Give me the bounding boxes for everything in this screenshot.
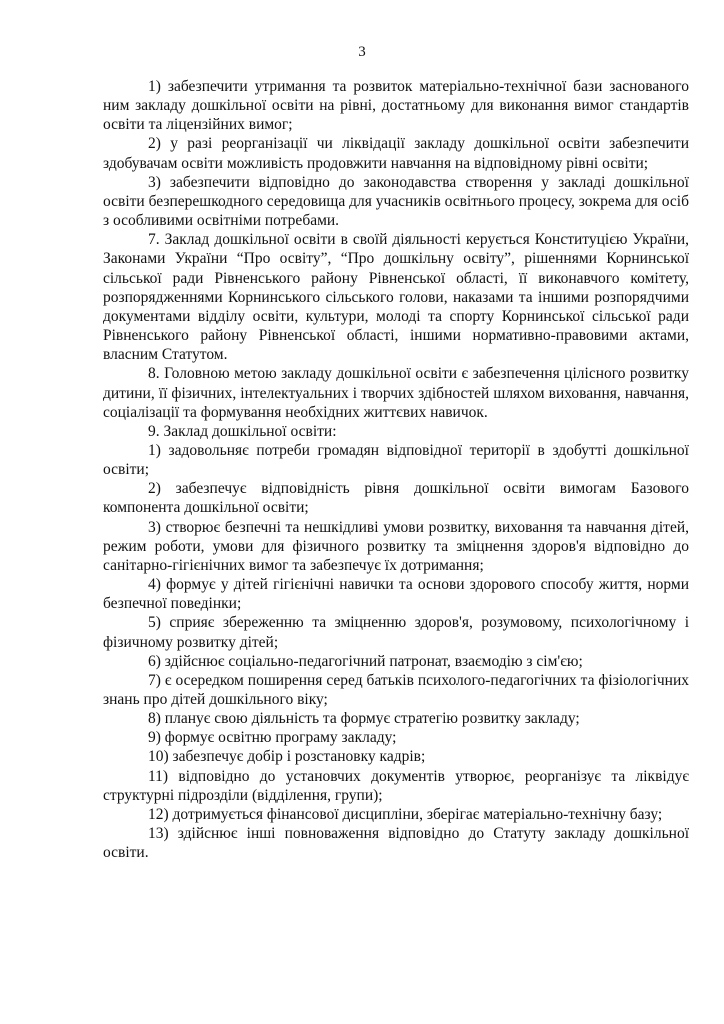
paragraph-obligation-2: 2) у разі реорганізації чи ліквідації закладу дошкільної освіти забезпечити здобувачам освіти можливість продовжити навчання на відповідному рівні освіти; (103, 135, 689, 172)
list-item-9-3: 3) створює безпечні та нешкідливі умови розвитку, виховання та навчання дітей, режим роботи, умови для фізичного розвитку та зміцнення здоров'я відповідно до санітарно-гігієнічних вимог та забезпечує їх дотримання; (103, 518, 689, 574)
paragraph-section-8: 8. Головною метою закладу дошкільної освіти є забезпечення цілісного розвитку дитини, її фізичних, інтелектуальних і творчих здібностей шляхом виховання, навчання, соціалізації та формування необхідних життєвих навичок. (103, 365, 689, 421)
list-item-9-6: 6) здійснює соціально-педагогічний патронат, взаємодію з сім'єю; (148, 652, 583, 670)
list-item-9-5: 5) сприяє збереженню та зміцненню здоров'я, розумовому, психологічному і фізичному розвитку дітей; (103, 614, 689, 651)
list-item-9-4: 4) формує у дітей гігієнічні навички та основи здорового способу життя, норми безпечної поведінки; (103, 576, 689, 613)
page-number: 3 (358, 44, 366, 60)
document-body (103, 77, 689, 862)
list-item-9-10: 10) забезпечує добір і розстановку кадрів; (148, 748, 426, 766)
list-item-9-1: 1) задовольняє потреби громадян відповідної території в здобутті дошкільної освіти; (103, 441, 689, 479)
list-item-9-12: 12) дотримується фінансової дисципліни, зберігає матеріально-технічну базу; (148, 805, 663, 823)
paragraph-section-9-heading: 9. Заклад дошкільної освіти: (148, 422, 337, 440)
list-item-9-7: 7) є осередком поширення серед батьків психолого-педагогічних та фізіологічних знань про дітей дошкільного віку; (103, 671, 689, 708)
list-item-9-9: 9) формує освітню програму закладу; (148, 729, 397, 747)
list-item-9-8: 8) планує свою діяльність та формує стратегію розвитку закладу; (148, 710, 580, 728)
paragraph-obligation-3: 3) забезпечити відповідно до законодавства створення у закладі дошкільної освіти безперешкодного середовища для учасників освітнього процесу, зокрема для осіб з особливими освітніми потребами. (103, 173, 689, 230)
list-item-9-2: 2) забезпечує відповідність рівня дошкільної освіти вимогам Базового компонента дошкільної освіти; (103, 480, 689, 517)
paragraph-section-7: 7. Заклад дошкільної освіти в своїй діяльності керується Конституцією України, Законами України “Про освіту”, “Про дошкільну освіту”, рішеннями Корнинської сільської ради Рівненського району Рівненської області, її виконавчого комітету, розпорядженнями Корнинського сільського голови, наказами та іншими розпорядчими документами відділу освіти, культури, молоді та спорту Корнинської сільської ради Рівненського району Рівненської області, іншими нормативно-правовими актами, власним Статутом. (103, 231, 689, 364)
list-item-9-13: 13) здійснює інші повноваження відповідно до Статуту закладу дошкільної освіти. (103, 825, 689, 862)
list-item-9-11: 11) відповідно до установчих документів утворює, реорганізує та ліквідує структурні підрозділи (відділення, групи); (103, 767, 689, 804)
paragraph-obligation-1: 1) забезпечити утримання та розвиток матеріально-технічної бази заснованого ним закладу дошкільної освіти на рівні, достатньому для виконання вимог стандартів освіти та ліцензійних вимог; (103, 78, 689, 134)
